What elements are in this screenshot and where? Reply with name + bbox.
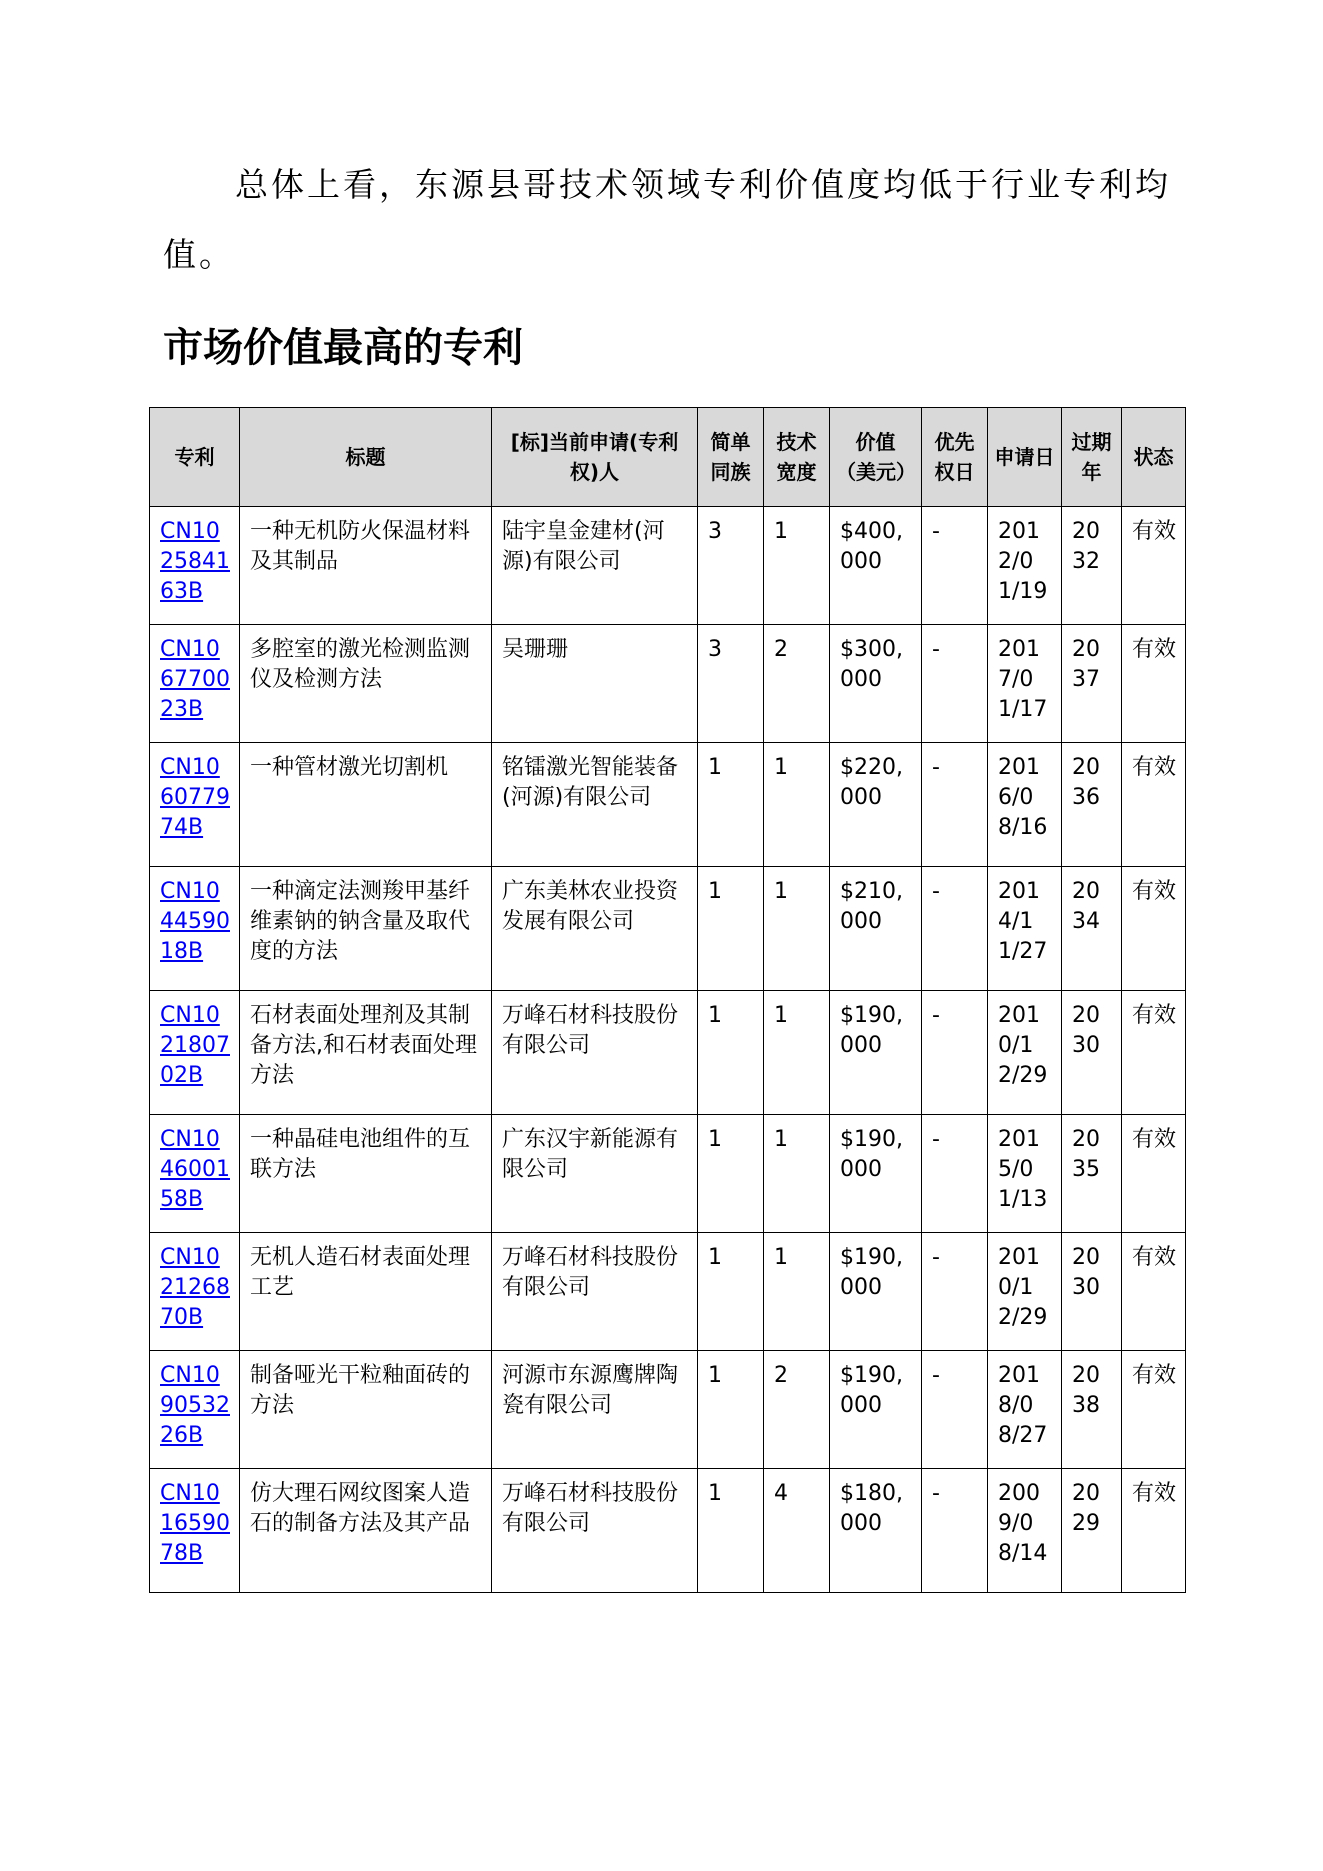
priority-cell: - — [922, 1351, 988, 1469]
applicant-cell: 铭镭激光智能装备(河源)有限公司 — [492, 743, 698, 867]
priority-cell: - — [922, 507, 988, 625]
table-row — [150, 1233, 1186, 1351]
breadth-cell: 2 — [764, 625, 830, 743]
value-cell: $190,000 — [830, 1115, 922, 1233]
expiry-cell: 2036 — [1062, 743, 1122, 867]
priority-cell: - — [922, 743, 988, 867]
patent-link[interactable]: CN102180702B — [160, 1003, 230, 1088]
patent-cell — [150, 991, 240, 1115]
filed-cell: 2016/08/16 — [988, 743, 1062, 867]
patent-link[interactable]: CN101659078B — [160, 1481, 230, 1566]
title-cell: 一种无机防火保温材料及其制品 — [240, 507, 492, 625]
patent-cell — [150, 743, 240, 867]
header-expiry: 过期年 — [1062, 408, 1122, 507]
header-patent: 专利 — [150, 408, 240, 507]
patent-link[interactable]: CN102584163B — [160, 519, 230, 604]
status-cell: 有效 — [1122, 1469, 1186, 1593]
filed-cell: 2018/08/27 — [988, 1351, 1062, 1469]
header-family: 简单同族 — [698, 408, 764, 507]
patent-cell — [150, 1115, 240, 1233]
header-value: 价值（美元） — [830, 408, 922, 507]
expiry-cell: 2030 — [1062, 1233, 1122, 1351]
family-cell: 1 — [698, 867, 764, 991]
priority-cell: - — [922, 1469, 988, 1593]
expiry-cell: 2030 — [1062, 991, 1122, 1115]
patent-cell — [150, 1351, 240, 1469]
expiry-cell: 2032 — [1062, 507, 1122, 625]
table-row — [150, 743, 1186, 867]
patent-link[interactable]: CN106770023B — [160, 637, 230, 722]
patent-cell — [150, 867, 240, 991]
applicant-cell: 广东汉宇新能源有限公司 — [492, 1115, 698, 1233]
breadth-cell: 2 — [764, 1351, 830, 1469]
value-cell: $210,000 — [830, 867, 922, 991]
status-cell: 有效 — [1122, 743, 1186, 867]
filed-cell: 2014/11/27 — [988, 867, 1062, 991]
value-cell: $190,000 — [830, 1351, 922, 1469]
expiry-cell: 2038 — [1062, 1351, 1122, 1469]
family-cell: 1 — [698, 1351, 764, 1469]
title-cell: 一种滴定法测羧甲基纤维素钠的钠含量及取代度的方法 — [240, 867, 492, 991]
filed-cell: 2012/01/19 — [988, 507, 1062, 625]
family-cell: 1 — [698, 1469, 764, 1593]
priority-cell: - — [922, 625, 988, 743]
expiry-cell: 2029 — [1062, 1469, 1122, 1593]
expiry-cell: 2037 — [1062, 625, 1122, 743]
title-cell: 仿大理石网纹图案人造石的制备方法及其产品 — [240, 1469, 492, 1593]
table-row — [150, 1351, 1186, 1469]
status-cell: 有效 — [1122, 991, 1186, 1115]
applicant-cell: 万峰石材科技股份有限公司 — [492, 991, 698, 1115]
patent-cell — [150, 1233, 240, 1351]
status-cell: 有效 — [1122, 1233, 1186, 1351]
family-cell: 1 — [698, 1115, 764, 1233]
table-row — [150, 1469, 1186, 1593]
patent-cell — [150, 625, 240, 743]
patent-cell — [150, 1469, 240, 1593]
value-cell: $190,000 — [830, 1233, 922, 1351]
applicant-cell: 河源市东源鹰牌陶瓷有限公司 — [492, 1351, 698, 1469]
patent-table — [149, 407, 1186, 1593]
title-cell: 无机人造石材表面处理工艺 — [240, 1233, 492, 1351]
title-cell: 一种晶硅电池组件的互联方法 — [240, 1115, 492, 1233]
header-row — [150, 408, 1186, 507]
family-cell: 3 — [698, 507, 764, 625]
applicant-cell: 万峰石材科技股份有限公司 — [492, 1233, 698, 1351]
status-cell: 有效 — [1122, 1351, 1186, 1469]
patent-link[interactable]: CN104600158B — [160, 1127, 230, 1212]
section-title: 市场价值最高的专利 — [163, 325, 523, 371]
patent-link[interactable]: CN106077974B — [160, 755, 230, 840]
header-breadth: 技术宽度 — [764, 408, 830, 507]
header-priority: 优先权日 — [922, 408, 988, 507]
title-cell: 多腔室的激光检测监测仪及检测方法 — [240, 625, 492, 743]
patent-link[interactable]: CN109053226B — [160, 1363, 230, 1448]
priority-cell: - — [922, 991, 988, 1115]
status-cell: 有效 — [1122, 867, 1186, 991]
patent-link[interactable]: CN104459018B — [160, 879, 230, 964]
priority-cell: - — [922, 1115, 988, 1233]
table-row — [150, 625, 1186, 743]
breadth-cell: 1 — [764, 1233, 830, 1351]
table-row — [150, 991, 1186, 1115]
filed-cell: 2009/08/14 — [988, 1469, 1062, 1593]
filed-cell: 2015/01/13 — [988, 1115, 1062, 1233]
intro-paragraph: 总体上看，东源县哥技术领域专利价值度均低于行业专利均值。 — [163, 165, 1171, 274]
filed-cell: 2017/01/17 — [988, 625, 1062, 743]
expiry-cell: 2035 — [1062, 1115, 1122, 1233]
priority-cell: - — [922, 1233, 988, 1351]
applicant-cell: 吴珊珊 — [492, 625, 698, 743]
value-cell: $190,000 — [830, 991, 922, 1115]
family-cell: 1 — [698, 1233, 764, 1351]
breadth-cell: 1 — [764, 867, 830, 991]
status-cell: 有效 — [1122, 1115, 1186, 1233]
value-cell: $400,000 — [830, 507, 922, 625]
applicant-cell: 陆宇皇金建材(河源)有限公司 — [492, 507, 698, 625]
applicant-cell: 广东美林农业投资发展有限公司 — [492, 867, 698, 991]
table-row — [150, 1115, 1186, 1233]
filed-cell: 2010/12/29 — [988, 991, 1062, 1115]
expiry-cell: 2034 — [1062, 867, 1122, 991]
family-cell: 1 — [698, 743, 764, 867]
patent-link[interactable]: CN102126870B — [160, 1245, 230, 1330]
header-status: 状态 — [1122, 408, 1186, 507]
header-applicant: [标]当前申请(专利权)人 — [492, 408, 698, 507]
applicant-cell: 万峰石材科技股份有限公司 — [492, 1469, 698, 1593]
value-cell: $180,000 — [830, 1469, 922, 1593]
breadth-cell: 1 — [764, 507, 830, 625]
title-cell: 一种管材激光切割机 — [240, 743, 492, 867]
header-filed: 申请日 — [988, 408, 1062, 507]
priority-cell: - — [922, 867, 988, 991]
table-row — [150, 867, 1186, 991]
family-cell: 3 — [698, 625, 764, 743]
filed-cell: 2010/12/29 — [988, 1233, 1062, 1351]
status-cell: 有效 — [1122, 507, 1186, 625]
status-cell: 有效 — [1122, 625, 1186, 743]
title-cell: 制备哑光干粒釉面砖的方法 — [240, 1351, 492, 1469]
breadth-cell: 1 — [764, 991, 830, 1115]
header-title: 标题 — [240, 408, 492, 507]
breadth-cell: 1 — [764, 1115, 830, 1233]
breadth-cell: 4 — [764, 1469, 830, 1593]
title-cell: 石材表面处理剂及其制备方法,和石材表面处理方法 — [240, 991, 492, 1115]
patent-cell — [150, 507, 240, 625]
value-cell: $300,000 — [830, 625, 922, 743]
breadth-cell: 1 — [764, 743, 830, 867]
table-row — [150, 507, 1186, 625]
family-cell: 1 — [698, 991, 764, 1115]
value-cell: $220,000 — [830, 743, 922, 867]
